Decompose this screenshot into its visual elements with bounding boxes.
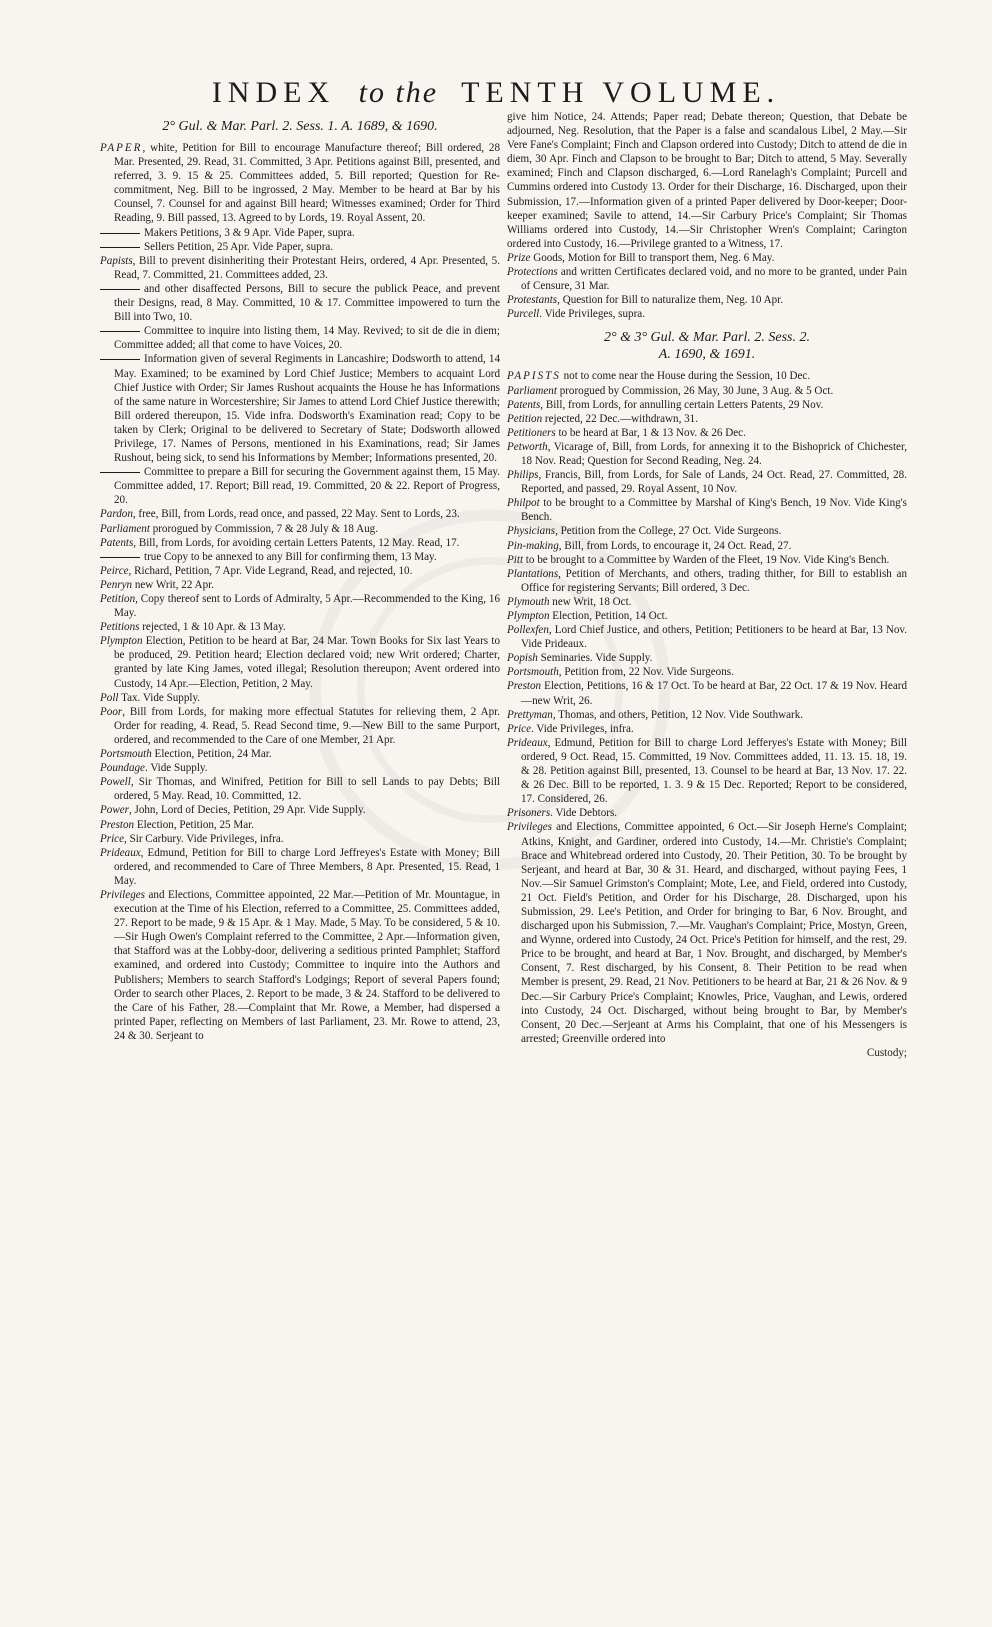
entry-headword: Price	[507, 722, 532, 735]
entry-headword: Papists	[100, 254, 133, 267]
entry-text: and Elections, Committee appointed, 22 Mar.—Petition of Mr. Mountague, in execution at the Time of his Election, referred to a Committee, 25. Committees added, 27. Report to be made, 9 & 15 Apr. & 1 May. Made, 5 May. To be considered, 5 & 10.—Sir Hugh Owen's Complaint referred to the Committee, 2 Apr.—Information given, that Stafford was at the Lobby-door, delivering a seditious printed Pamphlet; Stafford examined, and ordered into Custody; Committee to inquire into the Authors and Publishers; Members to search Stafford's Lodgings; Report of several Papers found; Order to search other Places, 2. Report to be made, 3 & 24. Stafford to be delivered to the Care of his Father, 28.—Complaint that Mr. Rowe, a Member, had dispersed a printed Paper, reflecting on Members of last Parliament, 23. Mr. Rowe to attend, 23, 24 & 30. Serjeant to	[114, 888, 500, 1042]
entry-text: new Writ, 22 Apr.	[132, 578, 214, 591]
entry-headword: Petworth	[507, 440, 548, 453]
entry-text: Seminaries. Vide Supply.	[537, 652, 653, 665]
entry-text: , Bill, from Lords, for avoiding certain Letters Patents, 12 May. Read, 17.	[133, 536, 460, 549]
entry-text: new Writ, 18 Oct.	[549, 595, 632, 608]
index-entry	[507, 651, 907, 665]
entry-text: and Elections, Committee appointed, 6 Oct.—Sir Joseph Herne's Complaint; Atkins, Knight, and Gardiner, ordered into Custody, 14.—Mr. Christie's Complaint; Brace and Whitebread ordered into Custody, 20. Their Petition, 30. To be brought by Serjeant, and heard at Bar, 30 & 31. Heard, and discharged, without paying Fees, 1 Nov.—Sir Samuel Grimston's Complaint; Mote, Lee, and Field, ordered into Custody, 21 Oct. Field's Petition, and Order for his Discharge, 28. Discharged, upon his Submission, 29. Lee's Petition, and Order for bringing to Bar, 6 Nov. Brought, and discharged upon his Submission, 7.—Mr. Vaughan's Complaint; Price, Mostyn, Green, and Wynne, ordered into Custody, 24 Oct. Price's Petition for himself, and the rest, 29. Price to be brought, and heard at Bar, 1 Nov. Brought, and discharged, by Member's Consent, 7. Rest discharged, by his Consent, 8. Their Petition to be read when Member is present, 29. Read, 21 Nov. Petitioners to be heard at Bar, 21 & 26 Nov. & 9 Dec.—Sir Carbury Price's Complaint; Knowles, Price, Vaughan, and Lewis, ordered into Custody, 24 Oct. Discharged, without being brought to Bar, by Member's Consent, 20 Dec.—Serjeant at Arms his Complaint, that one of his Messengers is arrested; Greenville ordered into	[521, 821, 907, 1045]
index-entry	[507, 806, 907, 820]
entry-text: to be brought to a Committee by Warden of the Fleet, 19 Nov. Vide King's Bench.	[523, 553, 890, 566]
entry-headword: Plymouth	[507, 595, 550, 608]
index-entry	[100, 832, 500, 846]
entry-headword: Plantations	[507, 567, 559, 580]
entry-headword: Plympton	[507, 610, 550, 622]
entry-initial-headword: PAPER	[100, 142, 143, 154]
entry-headword: Prisoners	[507, 807, 551, 820]
entry-text: , Francis, Bill, from Lords, for Sale of Lands, 24 Oct. Read, 27. Committed, 28. Reported, and passed, 29. Royal Assent, 10 Nov.	[521, 469, 907, 496]
title-volume: TENTH VOLUME.	[461, 76, 781, 109]
entry-headword: Petition	[507, 412, 543, 425]
index-entry	[507, 468, 907, 496]
entry-headword: Purcell	[507, 308, 540, 321]
index-entry	[507, 293, 907, 307]
entry-text: Election, Petition, 25 Mar.	[134, 818, 254, 831]
entry-text: , Richard, Petition, 7 Apr. Vide Legrand, Read, and rejected, 10.	[128, 564, 413, 577]
entry-headword: Popish	[507, 652, 538, 665]
entry-text: , Petition from the College, 27 Oct. Vide Surgeons.	[555, 525, 782, 538]
page-title	[0, 76, 992, 110]
entry-text: . Vide Supply.	[144, 762, 208, 775]
index-entry	[507, 553, 907, 567]
entry-headword: Parliament	[100, 522, 150, 535]
index-entry	[100, 254, 500, 282]
index-entry	[100, 803, 500, 817]
entry-text: not to come near the House during the Session, 10 Dec.	[560, 370, 811, 383]
index-entry	[100, 634, 500, 690]
index-entry	[507, 307, 907, 321]
entry-text: , white, Petition for Bill to encourage Manufacture thereof; Bill ordered, 28 Mar. Presented, 29. Read, 31. Committed, 3 Apr. Petitions against Bill, presented, and referred, 3. 9. 15 & 25. Committees added, 5. Bill reported; Question for Re-commitment, Neg. Bill to be ingrossed, 2 May. Member to be heard at Bar by his Counsel, 7. Counsel for and against Bill heard; Witnesses examined; Order for Third Reading, 9. Bill passed, 13. Agreed to by Lords, 19. Royal Assent, 20.	[114, 142, 500, 225]
entry-text: Goods, Motion for Bill to transport them, Neg. 6 May.	[530, 251, 775, 264]
entry-text: Election, Petition, 24 Mar.	[151, 748, 272, 761]
index-entry	[507, 820, 907, 1046]
entry-text: Election, Petitions, 16 & 17 Oct. To be heard at Bar, 22 Oct. 17 & 19 Nov. Heard—new Writ, 26.	[521, 680, 907, 707]
entry-headword: Prideaux	[507, 736, 548, 749]
index-entry	[100, 226, 500, 240]
entry-text: , Vicarage of, Bill, from Lords, for annexing it to the Bishoprick of Chichester, 18 Nov. Read; Question for Second Reading, Neg. 24.	[521, 440, 907, 467]
index-entry	[507, 251, 907, 265]
entry-headword: Preston	[507, 680, 542, 693]
session-heading-2-line1: 2° & 3° Gul. & Mar. Parl. 2. Sess. 2.	[603, 330, 811, 346]
ditto-rule	[100, 233, 140, 234]
entry-text: , Bill, from Lords, for annulling certain Letters Patents, 29 Nov.	[540, 398, 824, 411]
entry-text: . Vide Privileges, supra.	[539, 308, 645, 321]
index-entry	[507, 426, 907, 440]
catchword: Custody;	[866, 1046, 907, 1059]
index-entry	[100, 818, 500, 832]
index-entry	[100, 578, 500, 592]
entry-headword: Philpot	[507, 497, 540, 510]
entry-text: , Petition of Merchants, and others, trading thither, for Bill to establish an Office for registering Servants; Bill ordered, 3 Dec.	[521, 567, 907, 594]
entry-headword: Penryn	[100, 578, 133, 591]
entry-text: to be brought to a Committee by Marshal of King's Bench, 19 Nov. Vide King's Bench.	[521, 497, 907, 524]
index-entry	[507, 369, 907, 383]
entry-text: Election, Petition to be heard at Bar, 24 Mar. Town Books for Six last Years to be produced, 29. Petition heard; Election declared void; new Writ ordered; Charter, granted by late King James, voted illegal; Resolution thereupon; Avent ordered into Custody, 14 Apr.—Election, Petition, 2 May.	[114, 635, 500, 690]
entry-headword: Philips	[507, 469, 539, 482]
entry-headword: Pin-making	[507, 539, 559, 552]
index-entry	[507, 679, 907, 707]
session-heading-2	[507, 329, 907, 363]
index-entry	[507, 567, 907, 595]
right-column	[507, 110, 907, 1060]
index-entry	[100, 465, 500, 507]
index-entry	[100, 550, 500, 564]
entry-text: , free, Bill, from Lords, read once, and passed, 22 May. Sent to Lords, 23.	[132, 508, 460, 521]
entry-headword: Pollexfen	[507, 624, 549, 637]
ditto-rule	[100, 472, 140, 473]
entry-text: , Edmund, Petition for Bill to charge Lord Jeffreyes's Estate with Money; Bill ordered, and recommended to Care of Three Members, 8 Apr. Presented, 15. Read, 1 May.	[114, 846, 500, 887]
index-entry	[507, 539, 907, 553]
index-entry	[100, 888, 500, 1043]
entry-headword: Patents	[100, 536, 134, 549]
entry-text: , Edmund, Petition for Bill to charge Lord Jefferyes's Estate with Money; Bill ordered, 9 Oct. Read, 15. Committed, 19 Nov. Committees added, 11. 13. 15. 18, 19. & 28. Petition against Bill, presented, 13. Counsel to be heard at Bar, 13 Nov. 17. 22. & 26 Dec. Bill to be reported, 1. 3. 9 & 15 Dec. Reported; Report to be considered, 17. Considered, 26.	[521, 736, 907, 806]
entry-text: prorogued by Commission, 26 May, 30 June, 3 Aug. & 5 Oct.	[556, 384, 834, 397]
index-entry	[507, 609, 907, 623]
entry-text: rejected, 1 & 10 Apr. & 13 May.	[139, 621, 286, 634]
entry-headword: Power	[100, 804, 129, 817]
entry-text: and written Certificates declared void, and no more to be granted, under Pain of Censure, 31 Mar.	[521, 266, 907, 293]
index-entry	[507, 384, 907, 398]
entry-headword: Petitions	[100, 621, 140, 634]
index-entry	[100, 761, 500, 775]
entry-text: rejected, 22 Dec.—withdrawn, 31.	[542, 412, 699, 425]
entry-text: Information given of several Regiments in Lancashire; Dodsworth to attend, 14 May. Examined; to be examined by Lord Chief Justice; Members to acquaint Lord Chief Justice with Order; Sir James Rushout acquaints the House he has Informations of the same nature in Worcestershire; Sir James to attend Lord Chief Justice therewith; Bill ordered thereupon, 15. Vide infra. Dodsworth's Examination read; Copy to be taken by Clerk; Original to be delivered to Secretary of State; Dodsworth allowed Privilege, 17. Names of Persons, mentioned in his Examinations, read; Sir James Rushout, being sick, to send his Informations by Member; Informations presented, 20.	[114, 353, 500, 465]
entry-headword: Physicians	[507, 525, 556, 538]
entry-headword: Parliament	[507, 384, 557, 397]
index-entry	[100, 507, 500, 521]
index-entry	[100, 846, 500, 888]
entry-text: , Petition from, 22 Nov. Vide Surgeons.	[558, 666, 734, 679]
entry-text: , Thomas, and others, Petition, 12 Nov. Vide Southwark.	[552, 708, 804, 721]
index-entry	[507, 722, 907, 736]
session-heading-2-line2: A. 1690, & 1691.	[658, 347, 756, 363]
entry-headword: Poll	[100, 691, 119, 704]
entry-text: . Vide Debtors.	[550, 807, 618, 820]
right-entries-b	[507, 369, 907, 1046]
entry-text: , Copy thereof sent to Lords of Admiralty, 5 Apr.—Recommended to the King, 16 May.	[114, 593, 500, 620]
entry-text: , Bill from Lords, for making more effectual Statutes for relieving them, 2 Apr. Order for reading, 4. Read, 5. Read Second time, 9.—New Bill to the same Purport, ordered, and recommended to the Care of one Member, 21 Apr.	[114, 705, 500, 746]
entry-text: Tax. Vide Supply.	[118, 691, 201, 704]
index-entry	[507, 398, 907, 412]
entry-headword: Powell	[100, 776, 131, 789]
session-heading: 2° Gul. & Mar. Parl. 2. Sess. 1. A. 1689, & 1690.	[162, 119, 438, 134]
continuation-entry: give him Notice, 24. Attends; Paper read; Debate thereon; Question, that Debate be adjourned, Neg. Resolution, that the Paper is a false and scandalous Libel, 2 May.—Sir Vere Fane's Complaint; Finch and Clapson ordered into Custody; Ditch to attend de die in diem, 30 Apr. Finch and Clapson to be brought to Bar; Ditch to attend, 5 May. Severally examined; Finch and Clapson discharged, 6.—Lord Ranelagh's Complaint; Purcell and Cummins ordered into Custody 13. Order for their Discharge, 16. Discharged, upon their Submission, 17.—Information given of a printed Paper delivered by Door-keeper; Door-keeper examined; Savile to attend, 14.—Sir Carbury Price's Complaint; Sir Thomas Williams ordered into Custody, 14.—Sir Christopher Wren's Complaint; Carington ordered into Custody, 16.—Privilege granted to a Witness, 17.	[507, 111, 907, 250]
entry-text: Committee to inquire into listing them, 14 May. Revived; to sit de die in diem; Committee added; all that come to have Voices, 20.	[114, 325, 500, 352]
index-entry	[100, 352, 500, 465]
ditto-rule	[100, 331, 140, 332]
entry-text: , Question for Bill to naturalize them, Neg. 10 Apr.	[557, 294, 783, 307]
entry-text: prorogued by Commission, 7 & 28 July & 18 Aug.	[149, 522, 378, 535]
entry-headword: Pardon	[100, 508, 133, 521]
entry-text: Committee to prepare a Bill for securing the Government against them, 15 May. Committee added, 17. Report; Bill read, 19. Committed, 20 & 22. Report of Progress, 20.	[114, 466, 500, 507]
index-entry	[100, 592, 500, 620]
index-entry	[507, 595, 907, 609]
ditto-rule	[100, 557, 140, 558]
left-entries	[100, 141, 500, 1043]
index-entry	[507, 623, 907, 651]
index-entry	[100, 705, 500, 747]
title-index: INDEX	[211, 76, 336, 109]
index-entry	[507, 440, 907, 468]
index-entry	[507, 265, 907, 293]
ditto-rule	[100, 289, 140, 290]
ditto-rule	[100, 359, 140, 360]
entry-headword: Prideaux	[100, 846, 141, 859]
entry-headword: Peirce	[100, 564, 129, 577]
entry-headword: Privileges	[100, 888, 145, 901]
entry-headword: Poor	[100, 705, 123, 718]
entry-headword: Petition	[100, 593, 136, 605]
entry-headword: Patents	[507, 398, 541, 411]
index-entry	[100, 282, 500, 324]
entry-text: , Bill, from Lords, to encourage it, 24 Oct. Read, 27.	[558, 539, 792, 552]
entry-headword: Plympton	[100, 635, 143, 648]
entry-text: true Copy to be annexed to any Bill for confirming them, 13 May.	[144, 550, 437, 563]
entry-headword: Portsmouth	[100, 748, 152, 761]
entry-headword: Protections	[507, 266, 558, 279]
index-entry	[507, 708, 907, 722]
entry-text: , Lord Chief Justice, and others, Petition; Petitioners to be heard at Bar, 13 Nov. Vide Prideaux.	[521, 624, 907, 651]
index-entry	[100, 324, 500, 352]
entry-headword: Privileges	[507, 821, 552, 834]
entry-headword: Petitioners	[507, 426, 556, 439]
entry-text: Election, Petition, 14 Oct.	[549, 610, 668, 622]
index-entry	[100, 522, 500, 536]
entry-text: Sellers Petition, 25 Apr. Vide Paper, supra.	[144, 240, 334, 253]
index-entry	[507, 665, 907, 679]
entry-text: Makers Petitions, 3 & 9 Apr. Vide Paper, supra.	[144, 226, 355, 239]
title-to-the: to the	[358, 76, 439, 109]
entry-headword: Preston	[100, 818, 135, 831]
index-entry	[100, 564, 500, 578]
right-entries-a	[507, 251, 907, 321]
index-entry	[100, 240, 500, 254]
entry-text: . Vide Privileges, infra.	[531, 722, 634, 735]
index-entry	[507, 524, 907, 538]
index-entry	[100, 141, 500, 226]
entry-text: , John, Lord of Decies, Petition, 29 Apr. Vide Supply.	[128, 804, 366, 817]
entry-headword: Prize	[507, 251, 531, 264]
entry-text: , Bill to prevent disinheriting their Protestant Heirs, ordered, 4 Apr. Presented, 5. Read, 7. Committed, 21. Committees added, 23.	[114, 254, 500, 281]
index-entry	[100, 620, 500, 634]
left-column	[100, 110, 500, 1043]
index-entry	[100, 536, 500, 550]
index-entry	[507, 412, 907, 426]
entry-headword: Protestants	[507, 294, 558, 307]
index-entry	[100, 691, 500, 705]
index-entry	[100, 775, 500, 803]
entry-text: , Sir Carbury. Vide Privileges, infra.	[124, 832, 284, 845]
index-entry	[100, 747, 500, 761]
entry-headword: Portsmouth	[507, 666, 559, 679]
entry-headword: Price	[100, 832, 125, 845]
entry-headword: Prettyman	[507, 708, 553, 721]
index-entry	[507, 496, 907, 524]
entry-initial-headword: PAPISTS	[507, 370, 561, 383]
entry-text: to be heard at Bar, 1 & 13 Nov. & 26 Dec.	[555, 426, 746, 439]
ditto-rule	[100, 247, 140, 248]
index-entry	[507, 736, 907, 806]
entry-text: , Sir Thomas, and Winifred, Petition for Bill to sell Lands to pay Debts; Bill ordered, 5 May. Read, 10. Committed, 12.	[114, 776, 500, 803]
entry-headword: Pitt	[507, 553, 524, 566]
entry-text: and other disaffected Persons, Bill to secure the publick Peace, and prevent their Designs, read, 8 May. Committed, 10 & 17. Committee impowered to turn the Bill into Two, 10.	[114, 282, 500, 324]
entry-headword: Poundage	[100, 762, 145, 775]
